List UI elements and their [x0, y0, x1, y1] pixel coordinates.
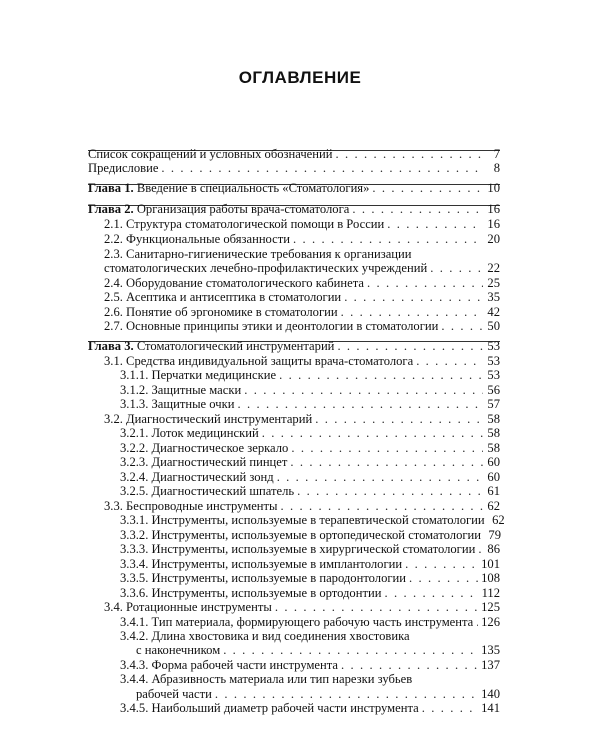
- toc-entry-number: 3.4.: [104, 600, 123, 614]
- toc-page-number: 10: [487, 181, 500, 195]
- toc-entry-number: 3.3.: [104, 499, 123, 513]
- toc-entry-text: Санитарно-гигиенические требования к организации: [126, 247, 412, 261]
- toc-entry-text: стоматологических лечебно-профилактических учреждений: [104, 261, 428, 275]
- toc-entry-text: Диагностический инструментарий: [126, 412, 313, 426]
- dot-leader: [262, 425, 483, 441]
- toc-entry-label: [120, 570, 406, 586]
- toc-entry-label: [104, 289, 341, 305]
- toc-entry-text: Диагностический пинцет: [151, 455, 288, 469]
- toc-entry-number: 3.4.4.: [120, 672, 149, 686]
- toc-entry[interactable]: [88, 201, 500, 217]
- toc-entry-number: 3.2.3.: [120, 455, 149, 469]
- toc-entry-number: 2.2.: [104, 232, 123, 246]
- toc-page-number: 16: [487, 217, 500, 231]
- toc-entry[interactable]: [88, 483, 500, 499]
- toc-entry-number: 3.1.: [104, 354, 123, 368]
- toc-page-number: 16: [487, 202, 500, 216]
- dot-leader: [478, 541, 483, 557]
- toc-page-number: 57: [487, 397, 500, 411]
- toc-entry-number: 2.6.: [104, 305, 123, 319]
- toc-entry-number: 3.3.1.: [120, 513, 149, 527]
- toc-entry-number: 3.2.5.: [120, 484, 149, 498]
- dot-leader: [293, 231, 483, 247]
- toc-entry[interactable]: [88, 180, 500, 196]
- toc-entry-text: Ротационные инструменты: [126, 600, 272, 614]
- toc-page-number: 101: [481, 557, 500, 571]
- toc-entry[interactable]: [88, 642, 500, 658]
- toc-entry-label: [88, 338, 334, 354]
- toc-page-number: 53: [487, 368, 500, 382]
- toc-entry-text: Функциональные обязанности: [126, 232, 291, 246]
- toc-entry-text: Структура стоматологической помощи в России: [126, 217, 385, 231]
- toc-entry[interactable]: [88, 570, 500, 586]
- toc-page-number: 112: [481, 586, 500, 600]
- toc-entry[interactable]: [88, 425, 500, 441]
- dot-leader: [409, 570, 478, 586]
- toc-entry[interactable]: [88, 671, 500, 687]
- toc-page-number: 60: [487, 455, 500, 469]
- toc-entry[interactable]: [88, 541, 500, 557]
- toc-entry-number: 2.3.: [104, 247, 123, 261]
- toc-page-number: 141: [481, 701, 500, 715]
- dot-leader: [223, 642, 478, 658]
- toc-page-number: 53: [487, 339, 500, 353]
- toc-page-number: 135: [481, 643, 500, 657]
- toc-page-number: 50: [487, 319, 500, 333]
- toc-entry[interactable]: [88, 231, 500, 247]
- toc-entry-number: 3.2.4.: [120, 470, 149, 484]
- toc-entry-text: Введение в специальность «Стоматология»: [136, 181, 370, 195]
- toc-page-number: 126: [481, 615, 500, 629]
- toc-entry-number: 2.4.: [104, 276, 123, 290]
- toc-entry-number: Глава 2.: [88, 202, 134, 216]
- toc-entry-text: Беспроводные инструменты: [126, 499, 278, 513]
- dot-leader: [290, 454, 483, 470]
- toc-entry-number: 3.2.: [104, 412, 123, 426]
- dot-leader: [441, 318, 483, 334]
- toc-entry[interactable]: [88, 599, 500, 615]
- toc-entry-text: Наибольший диаметр рабочей части инструмента: [151, 701, 419, 715]
- toc-entry-text: с наконечником: [136, 643, 221, 657]
- toc-entry-text: рабочей части: [136, 687, 212, 701]
- toc-entry-text: Форма рабочей части инструмента: [151, 658, 338, 672]
- toc-entry[interactable]: [88, 700, 500, 716]
- dot-leader: [387, 216, 483, 232]
- toc-entry-label: [120, 396, 234, 412]
- toc-entry-text: Инструменты, используемые в хирургической стоматологии: [151, 542, 476, 556]
- toc-entry-number: 3.4.2.: [120, 629, 149, 643]
- toc-entry-number: 3.1.3.: [120, 397, 149, 411]
- toc-entry-text: Диагностический шпатель: [151, 484, 295, 498]
- toc-entry-text: Понятие об эргономике в стоматологии: [126, 305, 338, 319]
- dot-leader: [422, 700, 478, 716]
- toc-entry[interactable]: [88, 396, 500, 412]
- toc-entry-label: [104, 216, 384, 232]
- toc-entry[interactable]: [88, 338, 500, 354]
- toc-entry-label: [88, 201, 349, 217]
- toc-entry-number: 3.4.5.: [120, 701, 149, 715]
- toc-page-number: 58: [487, 412, 500, 426]
- toc-entry-number: 3.2.1.: [120, 426, 149, 440]
- toc-entry[interactable]: [88, 318, 500, 334]
- toc-entry-text: Тип материала, формирующего рабочую часть инструмента: [151, 615, 474, 629]
- toc-page-number: 61: [487, 484, 500, 498]
- dot-leader: [430, 260, 483, 276]
- toc-page-number: 62: [487, 499, 500, 513]
- toc-page-number: 7: [493, 147, 500, 161]
- toc-page-number: 22: [487, 261, 500, 275]
- toc-page-number: 137: [481, 658, 500, 672]
- toc-page-number: 125: [481, 600, 500, 614]
- toc-entry-text: Защитные маски: [151, 383, 242, 397]
- toc-entry-number: 3.3.2.: [120, 528, 149, 542]
- toc-page-number: 86: [487, 542, 500, 556]
- toc-page-number: 62: [492, 513, 505, 527]
- toc-entry-text: Длина хвостовика и вид соединения хвостовика: [151, 629, 410, 643]
- toc-entry-label: [104, 599, 272, 615]
- toc-entry-text: Организация работы врача-стоматолога: [136, 202, 350, 216]
- toc-entry-number: 2.7.: [104, 319, 123, 333]
- dot-leader: [275, 599, 478, 615]
- toc-entry-label: [104, 318, 438, 334]
- dot-leader: [297, 483, 483, 499]
- toc-page-number: 79: [488, 528, 502, 542]
- toc-entry[interactable]: [88, 216, 500, 232]
- dot-leader: [237, 396, 483, 412]
- dot-leader: [279, 367, 483, 383]
- toc-entry-text: Перчатки медицинские: [151, 368, 277, 382]
- toc-entry-label: [88, 180, 369, 196]
- toc-entry-text: Инструменты, используемые в имплантологии: [151, 557, 403, 571]
- dot-leader: [352, 201, 483, 217]
- dot-leader: [161, 160, 483, 176]
- toc-entry[interactable]: [88, 160, 500, 176]
- toc-entry-label: [136, 642, 220, 658]
- toc-entry[interactable]: [88, 260, 500, 276]
- toc-entry-label: [120, 700, 419, 716]
- toc-entry-label: [104, 231, 290, 247]
- dot-leader: [344, 289, 483, 305]
- toc-entry-text: Инструменты, используемые в ортодонтии: [151, 586, 382, 600]
- toc-entry-number: 3.3.4.: [120, 557, 149, 571]
- toc-entry-text: Инструменты, используемые в терапевтической стоматологии: [151, 513, 485, 527]
- toc-entry-text: Инструменты, используемые в пародонтологии: [151, 571, 407, 585]
- toc-entry-label: [120, 367, 276, 383]
- toc-entry-number: 2.5.: [104, 290, 123, 304]
- toc-entry-text: Лоток медицинский: [151, 426, 259, 440]
- toc-entry-label: [120, 425, 259, 441]
- toc-entry-number: 3.1.2.: [120, 383, 149, 397]
- toc-entry-label: [88, 160, 158, 176]
- toc-entry-text: Стоматологический инструментарий: [136, 339, 335, 353]
- toc-entry-text: Основные принципы этики и деонтологии в стоматологии: [126, 319, 439, 333]
- toc-entry[interactable]: [88, 367, 500, 383]
- toc-entry-text: Асептика и антисептика в стоматологии: [126, 290, 342, 304]
- toc-page-number: 42: [487, 305, 500, 319]
- toc-entry-label: [120, 512, 485, 528]
- toc-entry-text: Диагностическое зеркало: [151, 441, 289, 455]
- toc-page-number: 20: [487, 232, 500, 246]
- dot-leader: [372, 180, 483, 196]
- toc-entry-text: Инструменты, используемые в ортопедической стоматологии: [151, 528, 482, 542]
- toc-entry-number: Глава 3.: [88, 339, 134, 353]
- toc-page-number: 35: [487, 290, 500, 304]
- toc-entry[interactable]: [88, 289, 500, 305]
- toc-page-number: 25: [487, 276, 500, 290]
- toc-entry-text: Средства индивидуальной защиты врача-стоматолога: [126, 354, 414, 368]
- toc-entry-label: [120, 483, 294, 499]
- toc-entry[interactable]: [88, 454, 500, 470]
- toc-entry-number: 3.3.3.: [120, 542, 149, 556]
- toc-page-number: 60: [487, 470, 500, 484]
- toc-entry-text: Защитные очки: [151, 397, 235, 411]
- dot-leader: [337, 338, 483, 354]
- toc-entry-number: 3.3.6.: [120, 586, 149, 600]
- toc-entry-text: Оборудование стоматологического кабинета: [126, 276, 364, 290]
- toc-entry-text: Предисловие: [88, 161, 159, 175]
- toc-entry-label: [120, 541, 475, 557]
- toc-page-number: 53: [487, 354, 500, 368]
- toc-entry[interactable]: [88, 512, 505, 528]
- toc-entry-number: 3.1.1.: [120, 368, 149, 382]
- toc-entry-number: Глава 1.: [88, 181, 134, 195]
- toc-entry-number: 3.4.3.: [120, 658, 149, 672]
- toc-entry-number: 2.1.: [104, 217, 123, 231]
- toc-page-number: 8: [493, 161, 500, 175]
- page-title: ОГЛАВЛЕНИЕ: [238, 68, 362, 87]
- toc-page-number: 58: [487, 441, 500, 455]
- toc-entry-label: [120, 454, 287, 470]
- toc-page-number: 108: [481, 571, 500, 585]
- toc-page-number: 140: [481, 687, 500, 701]
- toc-entry-label: [120, 671, 500, 687]
- toc-page-number: 56: [487, 383, 500, 397]
- toc-entry-text: Абразивность материала или тип нарезки зубьев: [151, 672, 413, 686]
- toc-entry-number: 3.3.5.: [120, 571, 149, 585]
- toc-page-number: 58: [487, 426, 500, 440]
- toc-entry-text: Диагностический зонд: [151, 470, 274, 484]
- toc-entry-label: [104, 260, 427, 276]
- toc-entry-number: 3.4.1.: [120, 615, 149, 629]
- toc-entry-text: Список сокращений и условных обозначений: [88, 147, 333, 161]
- toc-entry-number: 3.2.2.: [120, 441, 149, 455]
